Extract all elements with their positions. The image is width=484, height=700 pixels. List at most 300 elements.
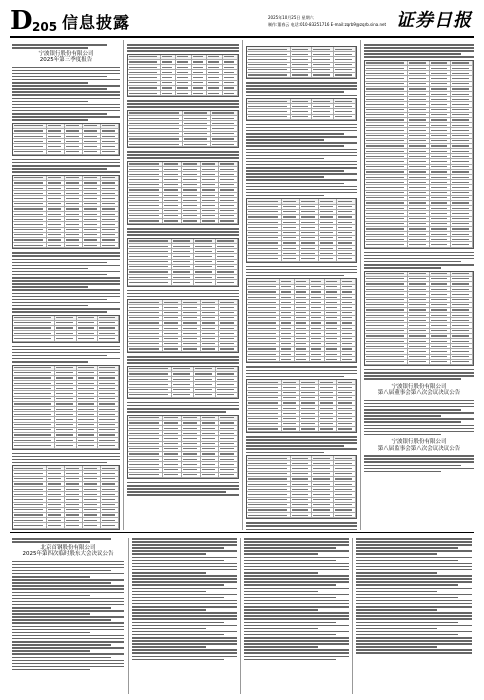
text-line [244, 547, 336, 549]
text-line [246, 186, 357, 188]
text-line [364, 468, 474, 470]
text-line [132, 572, 206, 574]
text-line [244, 640, 349, 642]
text-line [244, 652, 349, 654]
text-line [12, 582, 111, 584]
text-line [12, 259, 120, 261]
text-line [132, 603, 237, 605]
text-line [246, 152, 357, 154]
article-body [127, 44, 239, 496]
text-line [244, 615, 349, 617]
text-line [132, 656, 237, 658]
data-table [246, 98, 357, 121]
text-line [364, 369, 474, 371]
text-line [132, 625, 237, 627]
text-line [12, 104, 120, 106]
text-line [12, 262, 107, 264]
text-line [364, 471, 441, 473]
text-line [246, 183, 344, 185]
text-line [132, 609, 206, 611]
data-table [246, 198, 357, 262]
text-line [244, 553, 318, 555]
text-line [12, 268, 88, 270]
text-line [364, 425, 474, 427]
text-line [12, 274, 107, 276]
text-line [12, 113, 107, 115]
text-line [356, 631, 472, 633]
text-line [364, 458, 474, 460]
text-line [127, 100, 239, 102]
text-line [364, 465, 461, 467]
text-line [127, 151, 239, 153]
text-line [12, 82, 88, 84]
text-line [356, 622, 458, 624]
text-line [127, 494, 239, 496]
text-line [132, 569, 237, 571]
article-body [364, 44, 474, 380]
text-line [244, 622, 336, 624]
text-line [246, 142, 357, 144]
text-line [12, 358, 120, 360]
text-line [246, 525, 357, 527]
text-line [12, 305, 88, 307]
text-line [246, 370, 357, 372]
text-line [12, 283, 120, 285]
article-column-1 [12, 44, 120, 533]
text-line [244, 600, 349, 602]
text-line [127, 356, 239, 358]
text-line [127, 405, 239, 407]
text-line [12, 641, 124, 643]
text-line [12, 277, 120, 279]
text-line [356, 597, 458, 599]
text-line [12, 610, 124, 612]
data-table [127, 110, 239, 148]
text-line [244, 578, 349, 580]
text-line [12, 598, 124, 600]
text-line [12, 296, 120, 298]
data-table [12, 175, 120, 250]
text-line [12, 653, 124, 655]
text-line [244, 628, 318, 630]
article-title: 北京首钢股份有限公司 2025年第四次临时股东大会决议公告 [22, 544, 114, 558]
article-body [12, 561, 124, 671]
bottom-article-column-1 [12, 538, 124, 672]
text-line [356, 566, 472, 568]
text-line [244, 656, 349, 658]
text-line [12, 567, 124, 569]
text-line [127, 157, 239, 159]
text-line [244, 612, 349, 614]
text-line [132, 538, 237, 540]
data-table [246, 46, 357, 79]
text-line [12, 265, 120, 267]
column-rule [123, 40, 124, 530]
text-line [132, 606, 237, 608]
text-line [132, 563, 237, 565]
text-line [244, 572, 318, 574]
text-line [246, 149, 357, 151]
text-line [12, 91, 120, 93]
text-line [356, 560, 458, 562]
text-line [12, 622, 124, 624]
text-line [246, 192, 357, 194]
text-line [356, 615, 472, 617]
text-line [127, 44, 239, 46]
text-line [356, 588, 472, 590]
text-line [246, 173, 357, 175]
article-body [246, 46, 357, 530]
text-line [364, 409, 461, 411]
text-line [244, 560, 336, 562]
text-line [364, 53, 461, 55]
text-line [246, 139, 324, 141]
text-line [356, 550, 472, 552]
text-line [356, 538, 472, 540]
column-rule [240, 538, 241, 694]
text-line [127, 231, 239, 233]
text-line [246, 155, 357, 157]
text-line [246, 522, 357, 524]
data-table [12, 123, 120, 156]
text-line [12, 280, 120, 282]
text-line [12, 352, 120, 354]
page-letter: D [10, 6, 33, 36]
text-line [356, 541, 472, 543]
text-line [244, 581, 349, 583]
text-line [12, 632, 90, 634]
text-line [244, 646, 318, 648]
text-line [132, 646, 206, 648]
text-line [12, 355, 107, 357]
text-line [356, 612, 472, 614]
text-line [12, 453, 120, 455]
text-line [12, 168, 107, 170]
text-line [12, 94, 120, 96]
text-line [244, 591, 318, 593]
article-body [12, 67, 120, 530]
text-line [12, 299, 107, 301]
data-table [12, 465, 120, 529]
data-table [12, 365, 120, 450]
text-line [364, 261, 461, 263]
text-line [356, 544, 472, 546]
text-line [244, 544, 349, 546]
data-table [246, 278, 357, 363]
text-line [356, 581, 472, 583]
text-line [127, 234, 239, 236]
text-line [246, 275, 344, 277]
newspaper-logo: 证券日报 [396, 10, 472, 31]
text-line [132, 588, 237, 590]
text-line [364, 421, 461, 423]
text-line [132, 594, 237, 596]
text-line [246, 127, 357, 129]
data-table [127, 54, 239, 98]
text-line [356, 609, 437, 611]
text-line [12, 644, 111, 646]
text-line [356, 569, 472, 571]
text-line [246, 452, 324, 454]
text-line [244, 618, 349, 620]
text-line [244, 584, 336, 586]
text-line [246, 442, 357, 444]
text-line [132, 553, 206, 555]
text-line [12, 462, 107, 464]
text-line [12, 564, 124, 566]
text-line [364, 372, 474, 374]
text-line [12, 110, 120, 112]
text-line [12, 650, 90, 652]
text-line [12, 88, 107, 90]
text-line [132, 575, 237, 577]
text-line [364, 264, 474, 266]
text-line [127, 411, 226, 413]
bottom-article-column-4 [356, 538, 472, 656]
bottom-article-column-2 [132, 538, 237, 662]
text-line [246, 88, 357, 90]
text-line [12, 619, 111, 621]
text-line [132, 557, 237, 559]
text-line [356, 553, 437, 555]
text-line [127, 103, 239, 105]
text-line [244, 550, 349, 552]
article-body [244, 538, 349, 660]
text-line [12, 67, 120, 69]
editor-line: 制作:董春云 电话:010-83251716 E-mail:zqrb9@zqrb.sina.net [268, 22, 387, 27]
data-table [364, 60, 474, 249]
text-line [244, 566, 349, 568]
text-line [132, 541, 237, 543]
date-line: 2025年10月25日 星期六 [268, 15, 314, 20]
text-line [246, 124, 357, 126]
text-line [246, 272, 357, 274]
text-line [244, 588, 349, 590]
text-line [246, 85, 357, 87]
page-number: 205 [32, 20, 58, 34]
text-line [246, 189, 357, 191]
data-table [127, 415, 239, 479]
text-line [244, 557, 349, 559]
text-line [244, 634, 336, 636]
text-line [132, 560, 224, 562]
text-line [132, 659, 224, 661]
text-line [12, 666, 124, 668]
text-line [364, 415, 441, 417]
text-line [356, 591, 437, 593]
text-line [12, 613, 90, 615]
text-line [132, 550, 237, 552]
column-rule [352, 538, 353, 694]
column-rule [360, 40, 361, 530]
text-line [12, 573, 124, 575]
text-line [12, 595, 90, 597]
text-line [12, 346, 120, 348]
text-line [12, 588, 124, 590]
text-line [364, 412, 474, 414]
text-line [246, 167, 357, 169]
text-line [246, 439, 357, 441]
article-body [132, 538, 237, 660]
text-line [132, 600, 237, 602]
text-line [244, 597, 336, 599]
text-line [12, 119, 88, 121]
text-line [12, 98, 120, 100]
text-line [364, 403, 474, 405]
text-line [246, 436, 357, 438]
text-line [356, 625, 472, 627]
text-line [246, 136, 357, 138]
text-line [356, 575, 472, 577]
text-line [356, 557, 472, 559]
text-line [244, 575, 349, 577]
text-line [12, 271, 120, 273]
text-line [356, 547, 458, 549]
column-rule [242, 40, 243, 530]
text-line [12, 311, 107, 313]
article-body [356, 538, 472, 654]
data-table [127, 366, 239, 399]
text-line [246, 164, 357, 166]
text-line [12, 459, 120, 461]
article-body [364, 455, 474, 472]
text-line [132, 649, 237, 651]
text-line [246, 269, 357, 271]
text-line [12, 289, 120, 291]
text-line [364, 431, 474, 433]
text-line [132, 612, 237, 614]
text-line [244, 659, 336, 661]
article-title: 宁波银行股份有限公司 第八届监事会第八次会议决议公告 [377, 439, 461, 452]
text-line [244, 569, 349, 571]
column-rule [128, 538, 129, 694]
text-line [356, 646, 437, 648]
text-line [356, 634, 458, 636]
text-line [12, 660, 124, 662]
text-line [12, 361, 88, 363]
text-line [12, 85, 120, 87]
text-line [12, 308, 120, 310]
text-line [364, 255, 474, 257]
text-line [356, 637, 472, 639]
text-line [132, 637, 237, 639]
text-line [12, 293, 120, 295]
text-line [246, 448, 357, 450]
text-line [246, 529, 357, 531]
text-line [244, 643, 349, 645]
text-line [12, 579, 124, 581]
text-line [132, 584, 224, 586]
text-line [246, 170, 344, 172]
text-line [356, 600, 472, 602]
text-line [356, 618, 472, 620]
text-line [12, 302, 120, 304]
article-column-4 [364, 44, 474, 474]
text-line [132, 618, 237, 620]
text-line [356, 594, 472, 596]
text-line [246, 133, 344, 135]
text-line [356, 578, 472, 580]
text-line [356, 640, 472, 642]
data-table [246, 455, 357, 519]
text-line [12, 601, 124, 603]
article-column-2 [127, 44, 239, 497]
text-line [356, 603, 472, 605]
text-line [364, 375, 474, 377]
text-line [12, 638, 124, 640]
text-line [12, 349, 120, 351]
text-line [246, 91, 344, 93]
text-line [246, 373, 357, 375]
text-line [12, 657, 111, 659]
section-divider [10, 532, 474, 533]
text-line [132, 622, 224, 624]
text-line [12, 116, 120, 118]
text-line [364, 44, 474, 46]
data-table [127, 161, 239, 225]
text-line [356, 584, 458, 586]
text-line [127, 491, 226, 493]
text-line [244, 609, 318, 611]
text-line [364, 258, 474, 260]
text-line [246, 95, 357, 97]
text-line [246, 158, 324, 160]
text-line [364, 50, 474, 52]
text-line [246, 179, 357, 181]
text-line [132, 640, 237, 642]
text-line [127, 228, 239, 230]
text-line [364, 378, 461, 380]
text-line [244, 649, 349, 651]
bottom-article-column-3 [244, 538, 349, 662]
text-line [127, 362, 239, 364]
text-line [127, 50, 239, 52]
text-line [246, 445, 344, 447]
text-line [356, 563, 472, 565]
text-line [132, 597, 224, 599]
text-line [246, 161, 357, 163]
text-line [12, 570, 111, 572]
text-line [12, 616, 124, 618]
text-line [12, 255, 120, 257]
text-line [356, 649, 472, 651]
section-title: 信息披露 [62, 13, 131, 32]
text-line [356, 572, 437, 574]
text-line [364, 47, 474, 49]
text-line [12, 165, 120, 167]
text-line [132, 631, 237, 633]
text-line [244, 625, 349, 627]
data-table [246, 379, 357, 433]
text-line [356, 652, 472, 654]
text-line [246, 82, 357, 84]
text-line [127, 293, 239, 295]
article-title: 宁波银行股份有限公司 第八届董事会第八次会议决议公告 [377, 383, 461, 397]
masthead [10, 8, 474, 38]
text-line [132, 615, 237, 617]
text-line [246, 176, 324, 178]
text-line [246, 376, 344, 378]
text-line [12, 647, 124, 649]
text-line [12, 561, 124, 563]
text-line [127, 408, 239, 410]
text-line [12, 171, 120, 173]
text-line [12, 101, 88, 103]
text-line [12, 159, 120, 161]
text-line [12, 626, 124, 628]
text-line [244, 594, 349, 596]
text-line [356, 643, 472, 645]
